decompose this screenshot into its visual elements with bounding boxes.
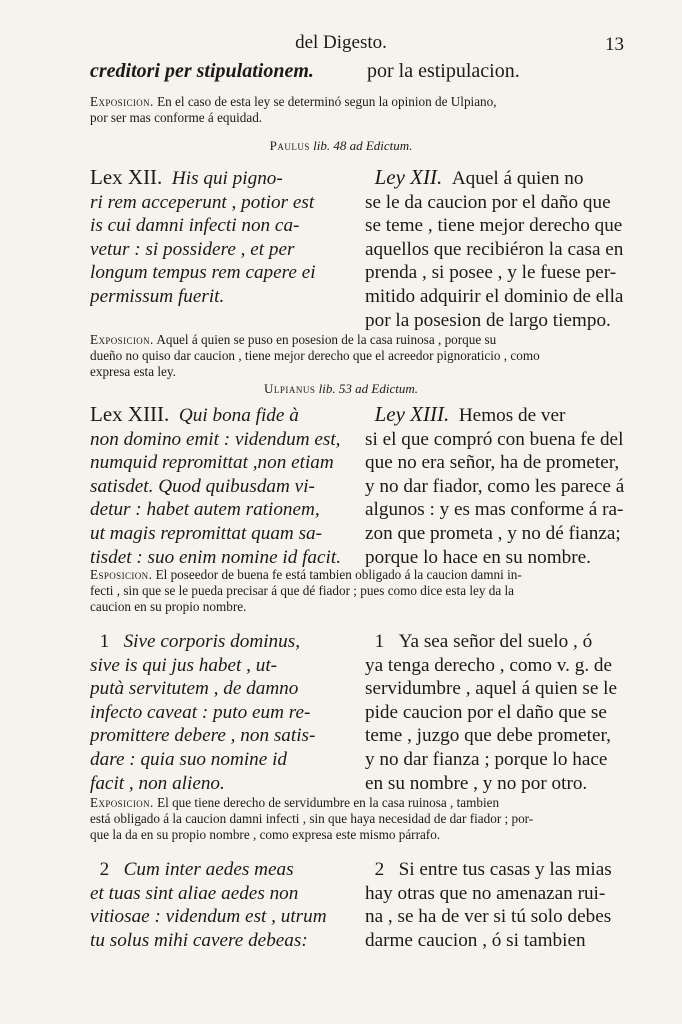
exposition-text: expresa esta ley. bbox=[90, 364, 176, 379]
citation-author: Paulus bbox=[269, 138, 310, 153]
spanish-line: teme , juzgo que debe prometer, bbox=[365, 725, 611, 747]
spanish-line: que no era señor, ha de prometer, bbox=[365, 452, 620, 474]
spanish-line: y no dar fiador, como les parece á bbox=[365, 475, 625, 497]
paragraph-1-spanish bbox=[365, 630, 627, 795]
latin-line: Cum inter aedes meas bbox=[123, 859, 294, 880]
paragraph-number: 2 bbox=[99, 859, 110, 880]
spanish-line: pide caucion por el daño que se bbox=[365, 701, 607, 723]
spanish-line: en su nombre , y no por otro. bbox=[365, 772, 588, 794]
latin-line: non domino emit : videndum est, bbox=[90, 428, 341, 450]
lex-heading: Lex XII. bbox=[90, 166, 163, 189]
exposition-4 bbox=[90, 795, 625, 843]
spanish-line: y no dar fianza ; porque lo hace bbox=[365, 748, 608, 770]
latin-line: vitiosae : videndum est , utrum bbox=[90, 906, 327, 928]
latin-line: vetur : si possidere , et per bbox=[90, 238, 295, 260]
latin-line: infecto caveat : puto eum re- bbox=[90, 701, 311, 723]
latin-line: permissum fuerit. bbox=[90, 285, 225, 307]
exposition-text: caucion en su propio nombre. bbox=[90, 599, 247, 614]
spanish-line: algunos : y es mas conforme á ra- bbox=[365, 499, 624, 521]
citation-source: lib. 48 ad Edictum. bbox=[313, 138, 413, 153]
spanish-line: hay otras que no amenazan rui- bbox=[365, 882, 606, 904]
exposition-text: por ser mas conforme á equidad. bbox=[90, 110, 263, 125]
spanish-line: Ya sea señor del suelo , ó bbox=[398, 631, 593, 652]
lex-12-latin bbox=[90, 166, 352, 309]
exposition-lead: Exposicion. bbox=[90, 795, 154, 810]
exposition-lead: Exposicion. bbox=[90, 332, 154, 347]
latin-line: putà servitutem , de damno bbox=[90, 678, 299, 700]
exposition-text: El poseedor de buena fe está tambien obligado á la caucion damni in- bbox=[155, 567, 522, 582]
latin-line: longum tempus rem capere ei bbox=[90, 262, 316, 284]
running-header-title: del Digesto. bbox=[295, 32, 387, 53]
latin-line: tu solus mihi cavere debeas: bbox=[90, 929, 308, 951]
exposition-text: dueño no quiso dar caucion , tiene mejor derecho que el acreedor pignoraticio , como bbox=[90, 348, 540, 363]
exposition-1 bbox=[90, 94, 625, 126]
paragraph-2-latin bbox=[90, 858, 352, 952]
citation-ulpianus bbox=[0, 381, 682, 397]
citation-author: Ulpianus bbox=[264, 381, 316, 396]
latin-line: numquid repromittat ,non etiam bbox=[90, 452, 334, 474]
spanish-line: Si entre tus casas y las mias bbox=[398, 859, 612, 880]
exposition-text: El que tiene derecho de servidumbre en la casa ruinosa , tambien bbox=[157, 795, 500, 810]
lex-heading: Lex XIII. bbox=[90, 403, 170, 426]
paragraph-number: 2 bbox=[374, 859, 385, 880]
spanish-continuation: por la estipulacion. bbox=[367, 60, 520, 82]
latin-line: ut magis repromittat quam sa- bbox=[90, 522, 323, 544]
latin-line: Sive corporis dominus, bbox=[123, 631, 300, 652]
spanish-line: se le da caucion por el daño que bbox=[365, 191, 611, 213]
paragraph-1-latin bbox=[90, 630, 352, 795]
latin-line: ri rem acceperunt , potior est bbox=[90, 191, 315, 213]
spanish-line: Hemos de ver bbox=[458, 405, 566, 426]
exposition-text: fecti , sin que se le pueda precisar á que dé fiador ; pues como dice esta ley da la bbox=[90, 583, 515, 598]
exposition-lead: Exposicion. bbox=[90, 94, 154, 109]
citation-source: lib. 53 ad Edictum. bbox=[318, 381, 418, 396]
latin-line: detur : habet autem rationem, bbox=[90, 499, 320, 521]
exposition-3 bbox=[90, 567, 625, 615]
lex-13-latin bbox=[90, 403, 352, 569]
spanish-line: por la posesion de largo tiempo. bbox=[365, 309, 611, 331]
latin-line: promittere debere , non satis- bbox=[90, 725, 316, 747]
spanish-line: aquellos que recibiéron la casa en bbox=[365, 238, 624, 260]
latin-line: is cui damni infecti non ca- bbox=[90, 215, 300, 237]
ley-heading: Ley XII. bbox=[374, 166, 443, 189]
spanish-line: ya tenga derecho , como v. g. de bbox=[365, 654, 613, 676]
latin-line: et tuas sint aliae aedes non bbox=[90, 882, 299, 904]
exposition-text: En el caso de esta ley se determinó segun la opinion de Ulpiano, bbox=[157, 94, 497, 109]
exposition-lead: Esposicion. bbox=[90, 567, 153, 582]
spanish-line: prenda , si posee , y le fuese per- bbox=[365, 262, 617, 284]
ley-heading: Ley XIII. bbox=[374, 403, 450, 426]
spanish-line: servidumbre , aquel á quien se le bbox=[365, 678, 618, 700]
latin-line: dare : quia suo nomine id bbox=[90, 748, 288, 770]
latin-line: Qui bona fide à bbox=[178, 405, 299, 426]
latin-line: satisdet. Quod quibusdam vi- bbox=[90, 475, 315, 497]
spanish-line: si el que compró con buena fe del bbox=[365, 428, 624, 450]
lex-13-spanish bbox=[365, 403, 627, 569]
citation-paulus bbox=[0, 138, 682, 154]
spanish-line: darme caucion , ó si tambien bbox=[365, 929, 586, 951]
latin-line: His qui pigno- bbox=[171, 168, 283, 189]
exposition-text: Aquel á quien se puso en posesion de la casa ruinosa , porque su bbox=[156, 332, 497, 347]
exposition-text: está obligado á la caucion damni infecti , sin que haya necesidad de dar fiador ; por- bbox=[90, 811, 534, 826]
paragraph-number: 1 bbox=[99, 631, 110, 652]
latin-line: sive is qui jus habet , ut- bbox=[90, 654, 278, 676]
latin-line: tisdet : suo enim nomine id facit. bbox=[90, 546, 342, 568]
latin-continuation: creditori per stipulationem. bbox=[90, 60, 314, 82]
spanish-line: zon que prometa , y no dé fianza; bbox=[365, 522, 621, 544]
spanish-line: mitido adquirir el dominio de ella bbox=[365, 285, 624, 307]
spanish-line: na , se ha de ver si tú solo debes bbox=[365, 906, 612, 928]
lex-12-spanish bbox=[365, 166, 627, 332]
spanish-line: porque lo hace en su nombre. bbox=[365, 546, 591, 568]
page-number: 13 bbox=[605, 34, 624, 55]
paragraph-2-spanish bbox=[365, 858, 627, 952]
spanish-line: se teme , tiene mejor derecho que bbox=[365, 215, 623, 237]
exposition-text: que la da en su propio nombre , como expresa este mismo párrafo. bbox=[90, 827, 441, 842]
exposition-2 bbox=[90, 332, 625, 380]
paragraph-number: 1 bbox=[374, 631, 385, 652]
spanish-line: Aquel á quien no bbox=[451, 168, 584, 189]
latin-line: facit , non alieno. bbox=[90, 772, 225, 794]
